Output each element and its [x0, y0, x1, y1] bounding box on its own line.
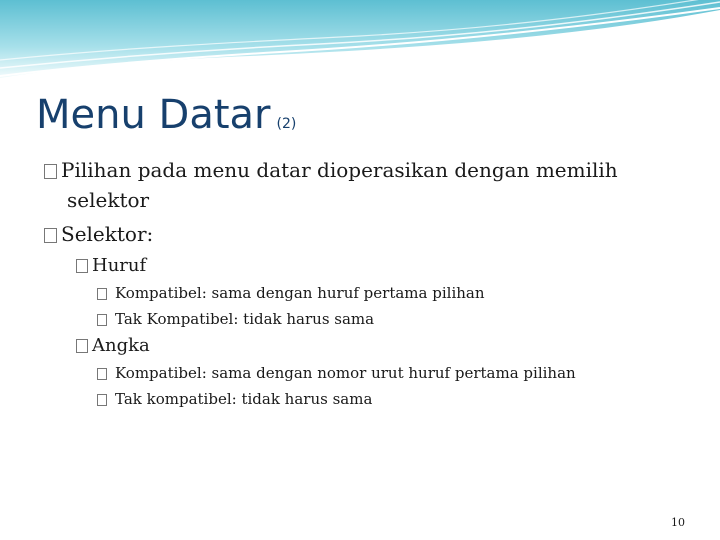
- sub-bullet-label: Huruf: [92, 255, 147, 276]
- bullet-box-icon: [44, 228, 57, 243]
- list-item: [97, 364, 576, 382]
- page-number: 10: [671, 516, 685, 529]
- bullet-pilihan: [44, 158, 618, 182]
- bullet-text: Selektor:: [61, 222, 154, 246]
- bullet-box-icon: [97, 314, 107, 326]
- sub-bullet-label: Angka: [92, 335, 150, 356]
- bullet-box-icon: [44, 164, 57, 179]
- list-item: [97, 284, 485, 302]
- bullet-box-icon: [76, 339, 88, 353]
- list-item: [97, 390, 372, 408]
- list-item-text: Kompatibel: sama dengan huruf pertama pilihan: [115, 284, 485, 302]
- bullet-box-icon: [76, 259, 88, 273]
- bullet-box-icon: [97, 288, 107, 300]
- list-item-text: Tak Kompatibel: tidak harus sama: [115, 310, 375, 328]
- slide-title: [36, 92, 296, 138]
- list-item-text: Kompatibel: sama dengan nomor urut huruf pertama pilihan: [115, 364, 576, 382]
- sub-bullet-angka: [76, 335, 150, 356]
- bullet-text: Pilihan pada menu datar dioperasikan dengan memilih: [61, 158, 618, 182]
- sub-bullet-huruf: [76, 255, 146, 276]
- header-wave-band: [0, 0, 720, 90]
- bullet-box-icon: [97, 394, 107, 406]
- list-item: [97, 310, 374, 328]
- bullet-pilihan-continuation: selektor: [67, 188, 150, 212]
- title-suffix: (2): [276, 116, 297, 132]
- bullet-selektor: [44, 222, 153, 246]
- list-item-text: Tak kompatibel: tidak harus sama: [115, 390, 373, 408]
- bullet-box-icon: [97, 368, 107, 380]
- title-text: Menu Datar: [36, 92, 271, 138]
